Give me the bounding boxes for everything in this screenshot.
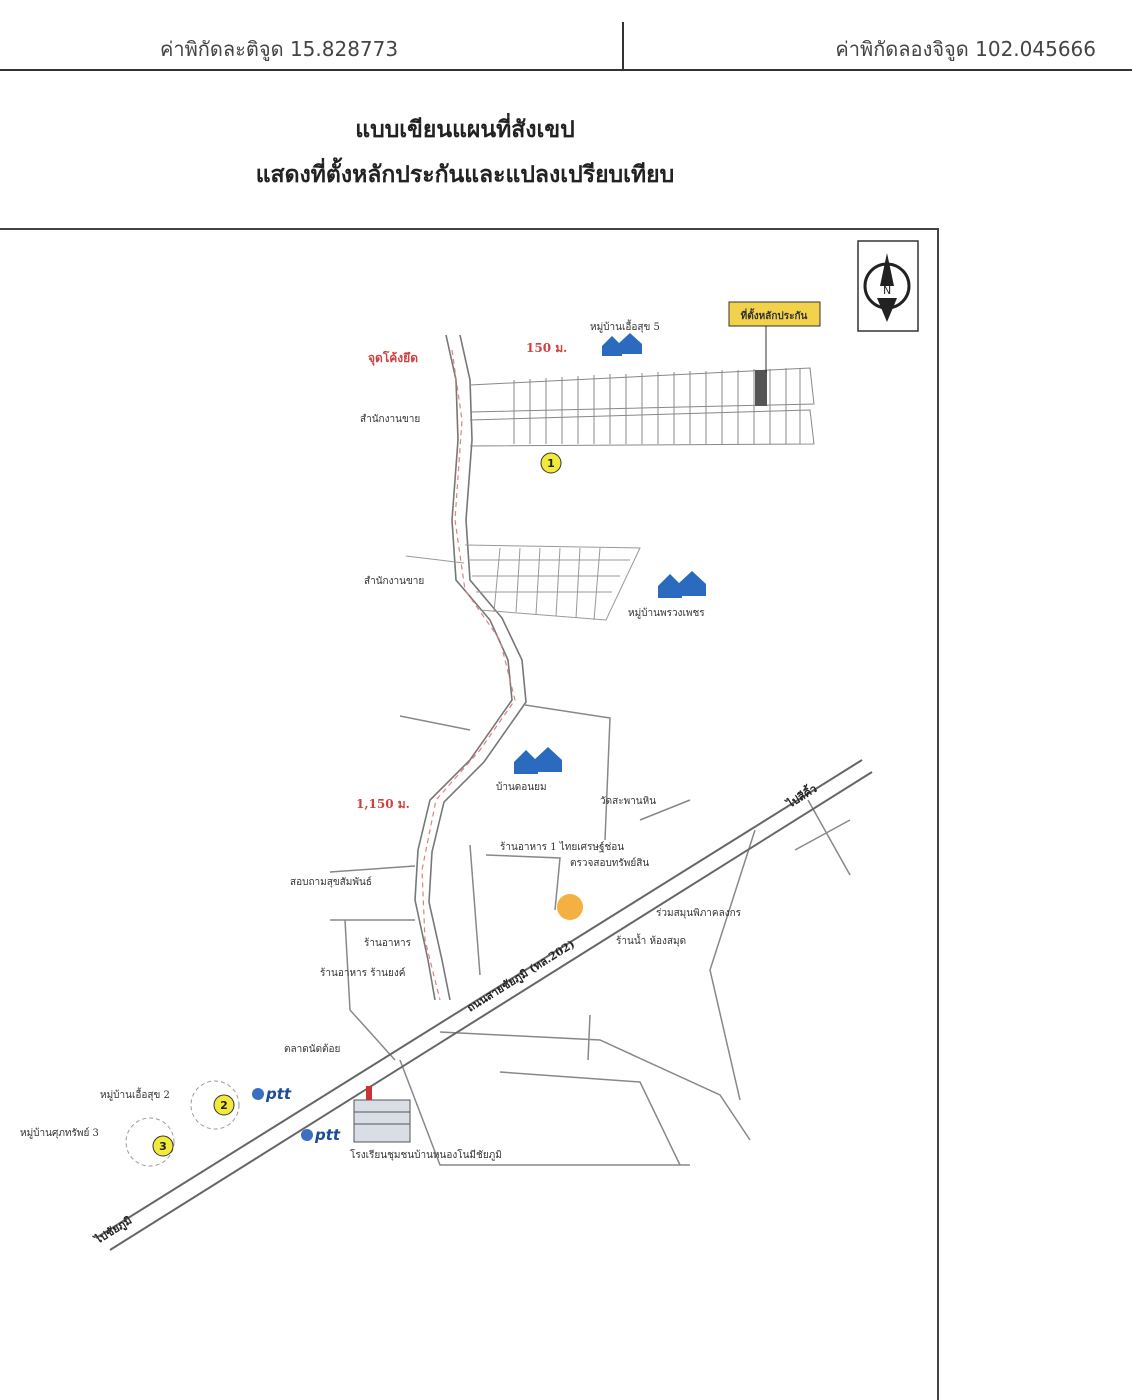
- subject-label: ที่ตั้งหลักประกัน: [740, 311, 808, 322]
- longitude-text: ค่าพิกัดลองจิจูด 102.045666: [835, 37, 1096, 61]
- village-top-label: หมู่บ้านเอื้อสุข 5: [590, 322, 660, 333]
- to-right-label: ไปสีคิ้ว: [784, 782, 820, 811]
- shop-2-label: ร้านอาหาร 1 ไทยเศรษฐ์ช่อน: [500, 842, 625, 853]
- office-2-label: สำนักงานขาย: [364, 576, 425, 587]
- north-compass-icon: [858, 241, 918, 331]
- title-line-2: แสดงที่ตั้งหลักประกันและแปลงเปรียบเทียบ: [255, 161, 675, 188]
- ptt-logo-icon: [252, 1085, 292, 1103]
- svg-text:ptt: ptt: [315, 1126, 341, 1144]
- main-road: [415, 335, 526, 1000]
- school-building-icon: [354, 1086, 410, 1142]
- school-label: โรงเรียนชุมชนบ้านหนองโนมีชัยภูมิ: [350, 1150, 502, 1161]
- shop-7-label: ร่วมสมุนพิภาคลงกร: [656, 908, 742, 919]
- house-icon: [602, 333, 642, 356]
- village-2-label: หมู่บ้านเอื้อสุข 2: [100, 1090, 170, 1101]
- distance-top-label: 150 ม.: [526, 341, 568, 355]
- route-dashed: [422, 350, 515, 1000]
- marker-1: [541, 453, 561, 473]
- lower-roads: [330, 705, 850, 1165]
- svg-text:ptt: ptt: [266, 1085, 292, 1103]
- shop-8-label: ร้านน้ำ ห้องสมุด: [616, 936, 687, 947]
- shop-4-label: สอบถามสุขสัมพันธ์: [290, 877, 372, 888]
- to-left-label: ไปชัยภูมิ: [92, 1213, 135, 1247]
- house-icon: [658, 571, 706, 598]
- village-mid-label: หมู่บ้านพรวงเพชร: [628, 608, 705, 619]
- title-line-1: แบบเขียนแผนที่สังเขป: [355, 116, 575, 143]
- marker-2: [191, 1081, 239, 1129]
- svg-text:1: 1: [547, 457, 555, 470]
- distance-mid-label: 1,150 ม.: [356, 797, 410, 811]
- house-icon: [514, 747, 562, 774]
- office-1-label: สำนักงานขาย: [360, 414, 421, 425]
- highway-label: ถนนสายชัยภูมิ (ทล.202): [464, 937, 578, 1015]
- shop-1-label: วัดสะพานหิน: [600, 796, 657, 807]
- start-point-label: จุดโค้งยึด: [368, 351, 418, 365]
- village-3-label: หมู่บ้านศุภทรัพย์ 3: [20, 1128, 99, 1139]
- mid-subdivision: [406, 545, 640, 620]
- shop-3-label: ตรวจสอบทรัพย์สิน: [570, 858, 650, 869]
- shop-9-label: ตลาดนัดต้อย: [284, 1044, 341, 1055]
- compass-letter: N: [883, 284, 892, 297]
- shop-6-label: ร้านอาหาร ร้านยงค์: [320, 968, 406, 979]
- ptt-logo-icon: [301, 1126, 341, 1144]
- subject-location-dot: [557, 894, 583, 920]
- latitude-text: ค่าพิกัดละติจูด 15.828773: [160, 37, 399, 61]
- village-low-label: บ้านดอนยม: [496, 782, 547, 793]
- svg-text:2: 2: [220, 1099, 228, 1112]
- svg-text:3: 3: [159, 1140, 167, 1153]
- shop-5-label: ร้านอาหาร: [364, 938, 412, 949]
- marker-3: [126, 1118, 174, 1166]
- subject-plot: [755, 370, 767, 406]
